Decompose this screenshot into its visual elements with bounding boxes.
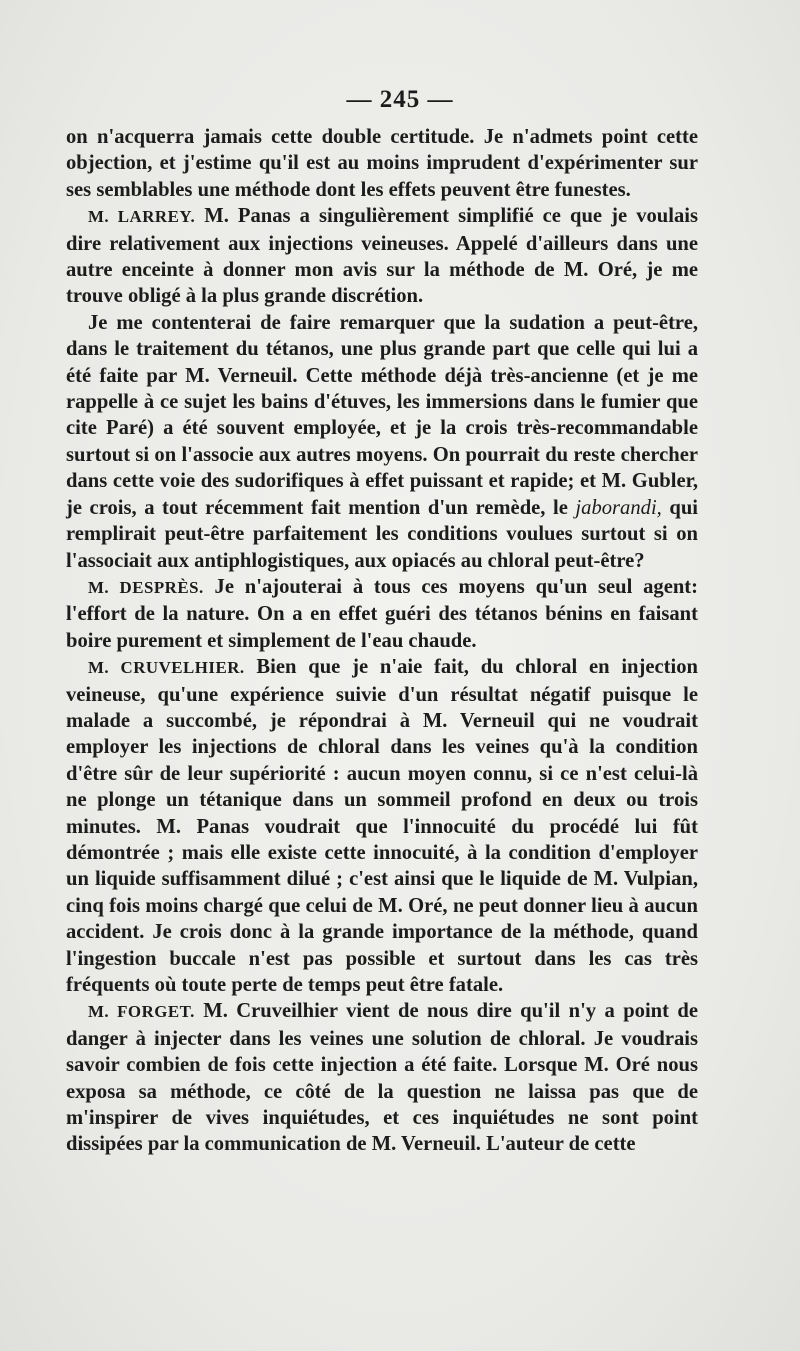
paragraph-text: qui remplirait peut-être parfaitement les conditions voulues surtout si on l'associait aux antiphlogistiques, aux opiacés au chloral peut-être? <box>66 496 698 572</box>
page-number: — 245 — <box>346 86 454 113</box>
paragraph-text: Je me contenterai de faire remarquer que la sudation a peut-être, dans le traitement du tétanos, une plus grande part que celle qui lui a été faite par M. Verneuil. Cette méthode déjà très-ancienne (et je me rappelle à ce sujet les bains d'étuves, les immersions dans le fumier que cite Paré) a été souvent employée, et je la crois très-recommandable surtout si on l'associe aux autres moyens. On pourrait du reste chercher dans cette voie des sudorifiques à effet puissant et rapide; et M. Gubler, je crois, a tout récemment fait mention d'un remède, le <box>66 311 698 519</box>
paragraph-text: on n'acquerra jamais cette double certitude. Je n'admets point cette objection, et j'estime qu'il est au moins imprudent d'expérimenter sur ses semblables une méthode dont les effets peuvent être funestes. <box>66 126 698 201</box>
paragraph-continuation <box>66 124 698 203</box>
speaker-name: M. DESPRÈS. <box>88 577 204 597</box>
paragraph-sudation <box>66 310 698 574</box>
paragraph-text: M. Panas a singulièrement simplifié ce que je voulais dire relativement aux injections veineuses. Appelé d'ailleurs dans une autre enceinte à donner mon avis sur la méthode de M. Oré, je me trouve obligé à la plus grande discrétion. <box>66 205 698 308</box>
body-text <box>66 124 698 1158</box>
paragraph-text: Je n'ajouterai à tous ces moyens qu'un seul agent: l'effort de la nature. On a en effet guéri des tétanos bénins en faisant boire purement et simplement de l'eau chaude. <box>66 575 699 652</box>
italic-term: jaborandi, <box>575 496 662 519</box>
speaker-name: M. LARREY. <box>88 207 196 227</box>
paragraph-forget <box>66 998 698 1157</box>
speaker-name: M. CRUVELHIER. <box>88 658 245 678</box>
paragraph-text: M. Cruveilhier vient de nous dire qu'il n'y a point de danger à injecter dans les veines une solution de chloral. Je voudrais savoir combien de fois cette injection a été faite. Lorsque M. Oré nous exposa sa méthode, ce côté de la question ne laissa pas que de m'inspirer de vives inquiétudes, et ces inquiétudes ne sont point dissipées par la communication de M. Verneuil. L'auteur de cette <box>66 1000 698 1156</box>
speaker-name: M. FORGET. <box>88 1002 195 1022</box>
paragraph-text: Bien que je n'aie fait, du chloral en injection veineuse, qu'une expérience suivie d'un résultat négatif puisque le malade a succombé, je répondrai à M. Verneuil qui ne voudrait employer les injections de chloral dans les veines qu'à la condition d'être sûr de leur supériorité : aucun moyen connu, si ce n'est celui-là ne plonge un tétanique dans un sommeil profond en deux ou trois minutes. M. Panas voudrait que l'innocuité du procédé lui fût démontrée ; mais elle existe cette innocuité, à la condition d'employer un liquide suffisamment dilué ; c'est ainsi que le liquide de M. Vulpian, cinq fois moins chargé que celui de M. Oré, ne peut donner lieu à aucun accident. Je crois donc à la grande importance de la méthode, quand l'ingestion buccale n'est pas possible et surtout dans les cas très fréquents où toute perte de temps peut être fatale. <box>66 656 698 996</box>
paragraph-larrey <box>66 203 698 310</box>
paragraph-despres <box>66 574 698 654</box>
paragraph-cruvelhier <box>66 654 698 998</box>
